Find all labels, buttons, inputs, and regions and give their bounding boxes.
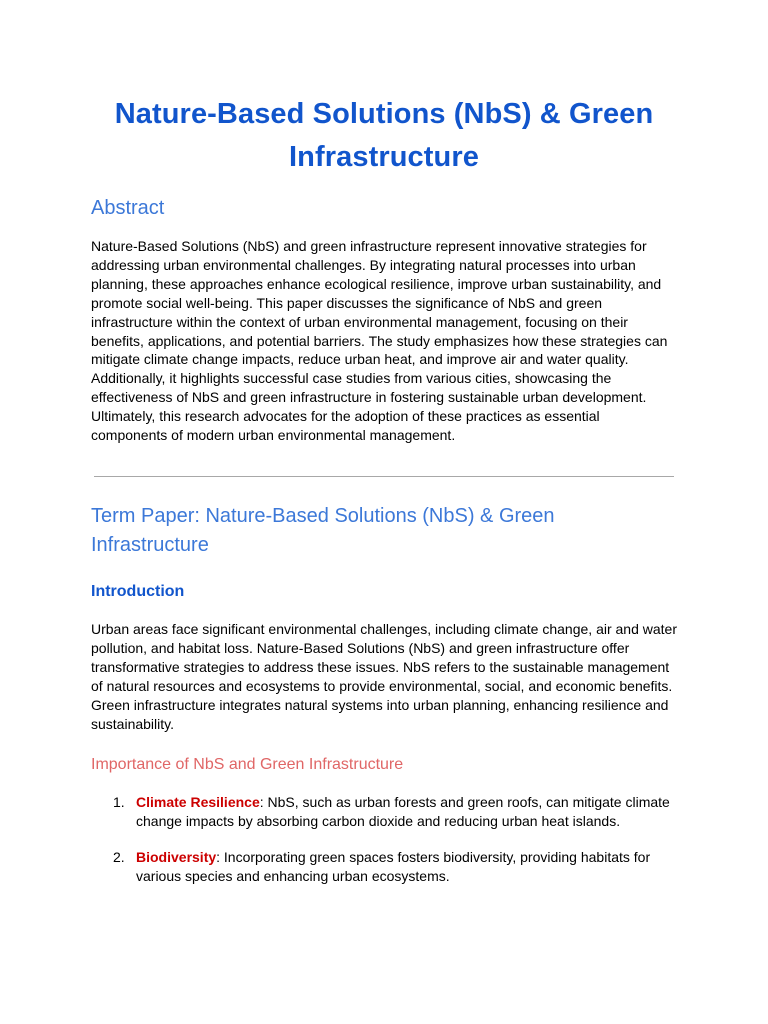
section-divider bbox=[94, 476, 674, 477]
importance-heading: Importance of NbS and Green Infrastructure bbox=[91, 756, 404, 774]
importance-list bbox=[91, 793, 677, 886]
list-item-term: Climate Resilience bbox=[136, 794, 260, 811]
document-title: Nature-Based Solutions (NbS) & Green Infrastructure bbox=[114, 98, 654, 173]
list-item-term: Biodiversity bbox=[136, 849, 217, 866]
list-item-text: : Incorporating green spaces fosters biodiversity, providing habitats for various species and enhancing urban ecosystems. bbox=[136, 849, 651, 885]
list-item-text: : NbS, such as urban forests and green roofs, can mitigate climate change impacts by absorbing carbon dioxide and reducing urban heat islands. bbox=[136, 794, 670, 830]
abstract-heading: Abstract bbox=[91, 197, 165, 219]
list-item-number: 2. bbox=[113, 849, 125, 866]
introduction-body: Urban areas face significant environmental challenges, including climate change, air and water pollution, and habitat loss. Nature-Based Solutions (NbS) and green infrastructure offer transformative strategies to address these issues. NbS refers to the sustainable management of natural resources and ecosystems to provide environmental, social, and economic benefits. Green infrastructure integrates natural systems into urban planning, enhancing resilience and sustainability. bbox=[91, 620, 677, 732]
list-item-biodiversity bbox=[91, 848, 677, 886]
term-paper-heading: Term Paper: Nature-Based Solutions (NbS) & Green Infrastructure bbox=[91, 504, 555, 556]
list-item-climate-resilience bbox=[91, 793, 677, 831]
abstract-body: Nature-Based Solutions (NbS) and green infrastructure represent innovative strategies for addressing urban environmental challenges. By integrating natural processes into urban planning, these approaches enhance ecological resilience, improve urban sustainability, and promote social well-being. This paper discusses the significance of NbS and green infrastructure within the context of urban environmental management, focusing on their benefits, applications, and potential barriers. The study emphasizes how these strategies can mitigate climate change impacts, reduce urban heat, and improve air and water quality. Additionally, it highlights successful case studies from various cities, showcasing the effectiveness of NbS and green infrastructure in fostering sustainable urban development. Ultimately, this research advocates for the adoption of these practices as essential components of modern urban environmental management. bbox=[91, 238, 668, 444]
introduction-heading: Introduction bbox=[91, 582, 185, 600]
list-item-number: 1. bbox=[113, 794, 125, 811]
